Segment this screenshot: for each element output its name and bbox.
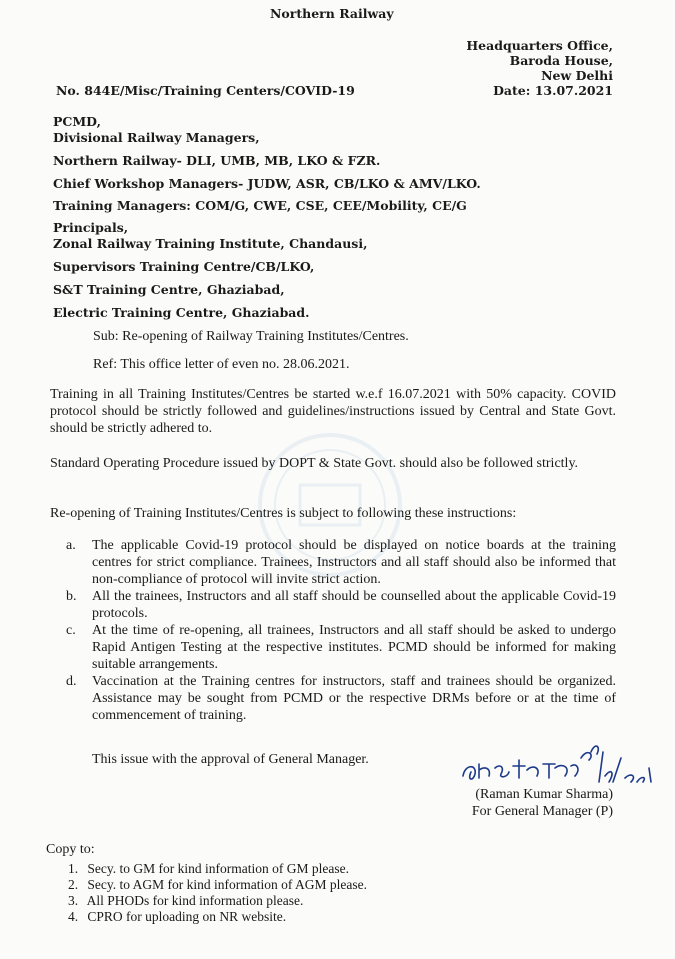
list-item-text: Secy. to AGM for kind information of AGM please.: [87, 877, 367, 892]
list-item-text: At the time of re-opening, all trainees, Instructors and all staff should be asked to undergo Rapid Antigen Testing at the respective institutes. PCMD should be informed for making suitable arrangements.: [92, 623, 616, 672]
list-item: [60, 537, 616, 588]
addressee-line: Chief Workshop Managers- JUDW, ASR, CB/LKO & AMV/LKO.: [53, 176, 481, 191]
body-paragraph: Re-opening of Training Institutes/Centres is subject to following these instructions:: [50, 506, 517, 521]
list-item: [60, 673, 616, 724]
list-item: [68, 861, 367, 877]
list-item-text: All the trainees, Instructors and all staff should be counselled about the applicable Covid-19 protocols.: [92, 589, 616, 621]
copy-to-label: Copy to:: [46, 842, 95, 857]
addressee-line: Principals,: [53, 220, 129, 235]
list-item: [68, 893, 367, 909]
list-marker: 4.: [68, 909, 79, 924]
office-line: Headquarters Office,: [466, 38, 613, 53]
list-item: [68, 909, 367, 925]
list-marker: 1.: [68, 861, 79, 876]
list-marker: b.: [66, 589, 77, 604]
list-item: [68, 877, 367, 893]
office-line: Baroda House,: [509, 53, 613, 68]
list-item-text: All PHODs for kind information please.: [86, 893, 304, 908]
list-item: [60, 622, 616, 673]
organization-title: Northern Railway: [270, 6, 394, 21]
addressee-line: Electric Training Centre, Ghaziabad.: [53, 305, 310, 320]
list-item: [60, 588, 616, 622]
approval-note: This issue with the approval of General Manager.: [92, 752, 369, 767]
body-paragraph: Training in all Training Institutes/Centres be started w.e.f 16.07.2021 with 50% capacity. COVID protocol should be strictly followed and guidelines/instructions issued by Central and State Govt. should be strictly adhered to.: [50, 387, 616, 436]
instruction-list: [60, 537, 616, 724]
letter-date: Date: 13.07.2021: [493, 83, 613, 98]
addressee-line: Zonal Railway Training Institute, Chandausi,: [53, 236, 368, 251]
list-item-text: The applicable Covid-19 protocol should be displayed on notice boards at the training centres for strict compliance. Trainees, Instructors and all staff should also be informed that non-compliance of protocol will invite strict action.: [92, 538, 616, 587]
list-item-text: Secy. to GM for kind information of GM please.: [87, 861, 349, 876]
addressee-line: PCMD,: [53, 114, 101, 129]
list-item-text: Vaccination at the Training centres for instructors, staff and trainees should be organized. Assistance may be sought from PCMD or the respective DRMs before or at the time of commencement of training.: [92, 674, 616, 723]
office-address: [466, 38, 613, 98]
signatory-name: (Raman Kumar Sharma): [475, 787, 613, 802]
list-marker: 3.: [68, 893, 79, 908]
signatory-designation: For General Manager (P): [471, 804, 613, 819]
copy-to-list: [68, 861, 367, 925]
addressee-line: Northern Railway- DLI, UMB, MB, LKO & FZR.: [53, 153, 381, 168]
addressee-line: Supervisors Training Centre/CB/LKO,: [53, 259, 315, 274]
addressee-line: S&T Training Centre, Ghaziabad,: [53, 282, 285, 297]
list-marker: 2.: [68, 877, 79, 892]
office-line: New Delhi: [541, 68, 613, 83]
list-marker: c.: [66, 623, 76, 638]
list-marker: a.: [66, 538, 76, 553]
handwritten-signature: [455, 738, 665, 790]
reference-line: Ref: This office letter of even no. 28.06.2021.: [93, 357, 350, 372]
addressee-line: Training Managers: COM/G, CWE, CSE, CEE/Mobility, CE/G: [53, 198, 467, 213]
subject-line: Sub: Re-opening of Railway Training Institutes/Centres.: [93, 329, 409, 344]
list-marker: d.: [66, 674, 77, 689]
body-paragraph: Standard Operating Procedure issued by DOPT & State Govt. should also be followed strictly.: [50, 456, 579, 471]
list-item-text: CPRO for uploading on NR website.: [87, 909, 287, 924]
letter-number: No. 844E/Misc/Training Centers/COVID-19: [56, 83, 355, 98]
addressee-line: Divisional Railway Managers,: [53, 130, 260, 145]
